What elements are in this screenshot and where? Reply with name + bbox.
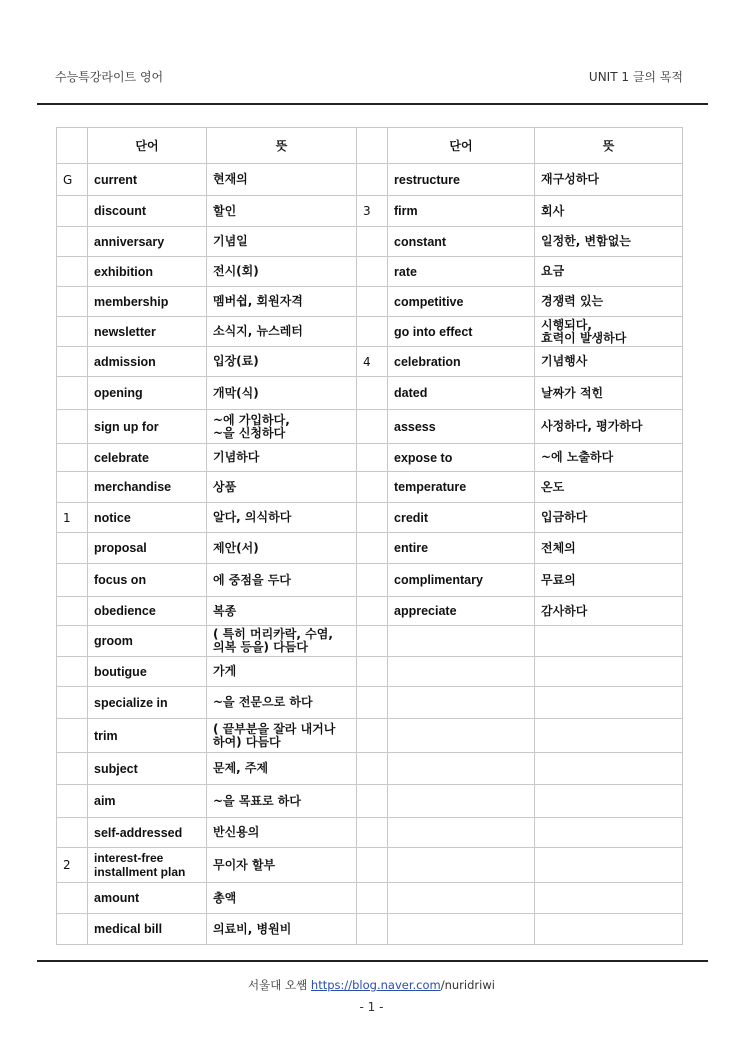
meaning-left-cell: 기념하다 xyxy=(207,444,357,472)
section-left-cell xyxy=(57,227,88,257)
section-right-cell xyxy=(357,227,388,257)
table-row xyxy=(57,472,683,503)
section-right-cell xyxy=(357,317,388,347)
table-row xyxy=(57,533,683,564)
meaning-right-cell xyxy=(535,753,683,785)
word-left-cell: aim xyxy=(88,785,207,818)
section-left-cell xyxy=(57,317,88,347)
section-right-cell xyxy=(357,472,388,503)
top-divider xyxy=(37,103,708,105)
word-right-cell: constant xyxy=(388,227,535,257)
meaning-left-cell: ~을 목표로 하다 xyxy=(207,785,357,818)
word-right-cell xyxy=(388,626,535,657)
word-left-cell: subject xyxy=(88,753,207,785)
meaning-right-cell xyxy=(535,657,683,687)
table-row xyxy=(57,287,683,317)
word-left-cell: focus on xyxy=(88,564,207,597)
word-left-cell: opening xyxy=(88,377,207,410)
table-row xyxy=(57,657,683,687)
meaning-right-cell: 일정한, 변함없는 xyxy=(535,227,683,257)
section-right-cell xyxy=(357,753,388,785)
section-right-cell xyxy=(357,410,388,444)
footer-link[interactable]: https://blog.naver.com xyxy=(310,978,441,992)
word-right-cell: dated xyxy=(388,377,535,410)
footer-link-suffix: /nuridriwi xyxy=(440,978,495,992)
meaning-right-cell: 온도 xyxy=(535,472,683,503)
word-right-cell xyxy=(388,657,535,687)
section-right-cell xyxy=(357,626,388,657)
section-right-cell: 3 xyxy=(357,196,388,227)
word-right-cell: expose to xyxy=(388,444,535,472)
section-right-cell xyxy=(357,719,388,753)
section-right-cell xyxy=(357,687,388,719)
section-right-cell xyxy=(357,444,388,472)
table-header-row xyxy=(57,128,683,164)
word-left-cell: exhibition xyxy=(88,257,207,287)
word-left-cell: anniversary xyxy=(88,227,207,257)
meaning-left-cell: 입장(료) xyxy=(207,347,357,377)
word-right-cell: credit xyxy=(388,503,535,533)
table-row xyxy=(57,503,683,533)
section-left-cell xyxy=(57,883,88,914)
word-right-cell: go into effect xyxy=(388,317,535,347)
section-left-cell xyxy=(57,533,88,564)
meaning-left-cell: 무이자 할부 xyxy=(207,848,357,883)
meaning-left-cell: 반신용의 xyxy=(207,818,357,848)
word-left-cell: groom xyxy=(88,626,207,657)
word-left-cell: newsletter xyxy=(88,317,207,347)
word-right-cell: entire xyxy=(388,533,535,564)
word-right-cell: appreciate xyxy=(388,597,535,626)
word-right-cell xyxy=(388,753,535,785)
meaning-left-cell: 문제, 주제 xyxy=(207,753,357,785)
meaning-right-cell: 무료의 xyxy=(535,564,683,597)
table-row xyxy=(57,164,683,196)
table-row xyxy=(57,257,683,287)
section-left-cell xyxy=(57,597,88,626)
meaning-left-cell: 소식지, 뉴스레터 xyxy=(207,317,357,347)
meaning-left-cell: 복종 xyxy=(207,597,357,626)
word-left-cell: proposal xyxy=(88,533,207,564)
word-right-cell: complimentary xyxy=(388,564,535,597)
section-left-cell xyxy=(57,347,88,377)
section-right-cell xyxy=(357,287,388,317)
word-left-cell: merchandise xyxy=(88,472,207,503)
meaning-left-cell: 알다, 의식하다 xyxy=(207,503,357,533)
meaning-left-cell: 제안(서) xyxy=(207,533,357,564)
meaning-left-cell: 상품 xyxy=(207,472,357,503)
vocabulary-table xyxy=(56,127,683,945)
meaning-right-cell: 경쟁력 있는 xyxy=(535,287,683,317)
section-right-cell xyxy=(357,377,388,410)
word-right-cell xyxy=(388,818,535,848)
section-right-cell xyxy=(357,564,388,597)
meaning-right-cell xyxy=(535,914,683,945)
section-left-cell xyxy=(57,287,88,317)
table-row xyxy=(57,564,683,597)
table-row xyxy=(57,227,683,257)
meaning-right-cell xyxy=(535,883,683,914)
section-left-cell xyxy=(57,657,88,687)
meaning-left-cell: 현재의 xyxy=(207,164,357,196)
table-row xyxy=(57,883,683,914)
section-right-cell xyxy=(357,848,388,883)
section-right-cell xyxy=(357,883,388,914)
word-right-cell xyxy=(388,719,535,753)
word-left-cell: notice xyxy=(88,503,207,533)
meaning-right-cell: 전체의 xyxy=(535,533,683,564)
table-row xyxy=(57,719,683,753)
section-right-cell xyxy=(357,914,388,945)
word-left-cell: admission xyxy=(88,347,207,377)
header-meaning-left: 뜻 xyxy=(207,128,357,164)
section-left-cell xyxy=(57,818,88,848)
word-left-cell: current xyxy=(88,164,207,196)
word-right-cell xyxy=(388,914,535,945)
word-right-cell xyxy=(388,883,535,914)
word-left-cell: interest-free installment plan xyxy=(88,848,207,883)
word-right-cell: assess xyxy=(388,410,535,444)
word-right-cell: firm xyxy=(388,196,535,227)
meaning-right-cell xyxy=(535,848,683,883)
section-left-cell: 1 xyxy=(57,503,88,533)
section-right-cell xyxy=(357,657,388,687)
table-row xyxy=(57,597,683,626)
section-left-cell xyxy=(57,410,88,444)
section-left-cell xyxy=(57,626,88,657)
meaning-right-cell: 회사 xyxy=(535,196,683,227)
section-right-cell xyxy=(357,785,388,818)
meaning-right-cell xyxy=(535,785,683,818)
header-word-left: 단어 xyxy=(88,128,207,164)
section-left-cell xyxy=(57,196,88,227)
header-word-right: 단어 xyxy=(388,128,535,164)
table-row xyxy=(57,196,683,227)
section-left-cell xyxy=(57,719,88,753)
word-right-cell: temperature xyxy=(388,472,535,503)
meaning-right-cell xyxy=(535,687,683,719)
word-left-cell: sign up for xyxy=(88,410,207,444)
word-right-cell: competitive xyxy=(388,287,535,317)
word-right-cell: celebration xyxy=(388,347,535,377)
section-right-cell: 4 xyxy=(357,347,388,377)
word-left-cell: self-addressed xyxy=(88,818,207,848)
word-left-cell: discount xyxy=(88,196,207,227)
section-left-cell xyxy=(57,687,88,719)
meaning-left-cell: ( 특히 머리카락, 수염, 의복 등을) 다듬다 xyxy=(207,626,357,657)
meaning-left-cell: ( 끝부분을 잘라 내거나 하여) 다듬다 xyxy=(207,719,357,753)
section-right-cell xyxy=(357,503,388,533)
word-right-cell: restructure xyxy=(388,164,535,196)
header-meaning-right: 뜻 xyxy=(535,128,683,164)
meaning-left-cell: 의료비, 병원비 xyxy=(207,914,357,945)
bottom-divider xyxy=(37,960,708,962)
meaning-left-cell: 개막(식) xyxy=(207,377,357,410)
meaning-left-cell: 총액 xyxy=(207,883,357,914)
section-left-cell xyxy=(57,377,88,410)
section-left-cell xyxy=(57,785,88,818)
word-left-cell: medical bill xyxy=(88,914,207,945)
footer-author: 서울대 오쌤 xyxy=(248,978,311,992)
table-row xyxy=(57,317,683,347)
section-right-cell xyxy=(357,533,388,564)
section-left-cell xyxy=(57,753,88,785)
table-row xyxy=(57,785,683,818)
table-row xyxy=(57,444,683,472)
section-right-cell xyxy=(357,257,388,287)
meaning-right-cell: 기념행사 xyxy=(535,347,683,377)
table-row xyxy=(57,687,683,719)
meaning-left-cell: 멤버쉽, 회원자격 xyxy=(207,287,357,317)
footer-credit xyxy=(0,977,743,993)
header-unit: UNIT 1 글의 목적 xyxy=(588,70,683,84)
section-left-cell xyxy=(57,914,88,945)
meaning-left-cell: ~에 가입하다, ~을 신청하다 xyxy=(207,410,357,444)
header-section-left xyxy=(57,128,88,164)
section-left-cell xyxy=(57,472,88,503)
meaning-left-cell: 가게 xyxy=(207,657,357,687)
meaning-right-cell: ~에 노출하다 xyxy=(535,444,683,472)
meaning-right-cell xyxy=(535,626,683,657)
word-left-cell: celebrate xyxy=(88,444,207,472)
section-left-cell xyxy=(57,564,88,597)
table-row xyxy=(57,753,683,785)
meaning-right-cell: 요금 xyxy=(535,257,683,287)
section-left-cell: G xyxy=(57,164,88,196)
meaning-right-cell: 시행되다, 효력이 발생하다 xyxy=(535,317,683,347)
word-right-cell xyxy=(388,785,535,818)
section-left-cell xyxy=(57,444,88,472)
meaning-right-cell: 사정하다, 평가하다 xyxy=(535,410,683,444)
meaning-right-cell: 감사하다 xyxy=(535,597,683,626)
word-left-cell: membership xyxy=(88,287,207,317)
meaning-left-cell: 에 중점을 두다 xyxy=(207,564,357,597)
meaning-left-cell: 할인 xyxy=(207,196,357,227)
meaning-left-cell: 기념일 xyxy=(207,227,357,257)
word-left-cell: amount xyxy=(88,883,207,914)
word-right-cell xyxy=(388,687,535,719)
table-row xyxy=(57,410,683,444)
word-right-cell: rate xyxy=(388,257,535,287)
table-row xyxy=(57,377,683,410)
meaning-right-cell xyxy=(535,719,683,753)
table-row xyxy=(57,818,683,848)
table-row xyxy=(57,626,683,657)
section-left-cell xyxy=(57,257,88,287)
word-left-cell: boutigue xyxy=(88,657,207,687)
table-row xyxy=(57,347,683,377)
meaning-left-cell: ~을 전문으로 하다 xyxy=(207,687,357,719)
section-right-cell xyxy=(357,597,388,626)
section-left-cell: 2 xyxy=(57,848,88,883)
word-right-cell xyxy=(388,848,535,883)
page-number: - 1 - xyxy=(359,1000,384,1014)
table-row xyxy=(57,914,683,945)
header-title: 수능특강라이트 영어 xyxy=(55,70,164,84)
meaning-right-cell xyxy=(535,818,683,848)
word-left-cell: specialize in xyxy=(88,687,207,719)
section-right-cell xyxy=(357,164,388,196)
meaning-right-cell: 날짜가 적힌 xyxy=(535,377,683,410)
header-section-right xyxy=(357,128,388,164)
section-right-cell xyxy=(357,818,388,848)
meaning-right-cell: 입금하다 xyxy=(535,503,683,533)
table-row xyxy=(57,848,683,883)
meaning-right-cell: 재구성하다 xyxy=(535,164,683,196)
word-left-cell: obedience xyxy=(88,597,207,626)
word-left-cell: trim xyxy=(88,719,207,753)
meaning-left-cell: 전시(회) xyxy=(207,257,357,287)
